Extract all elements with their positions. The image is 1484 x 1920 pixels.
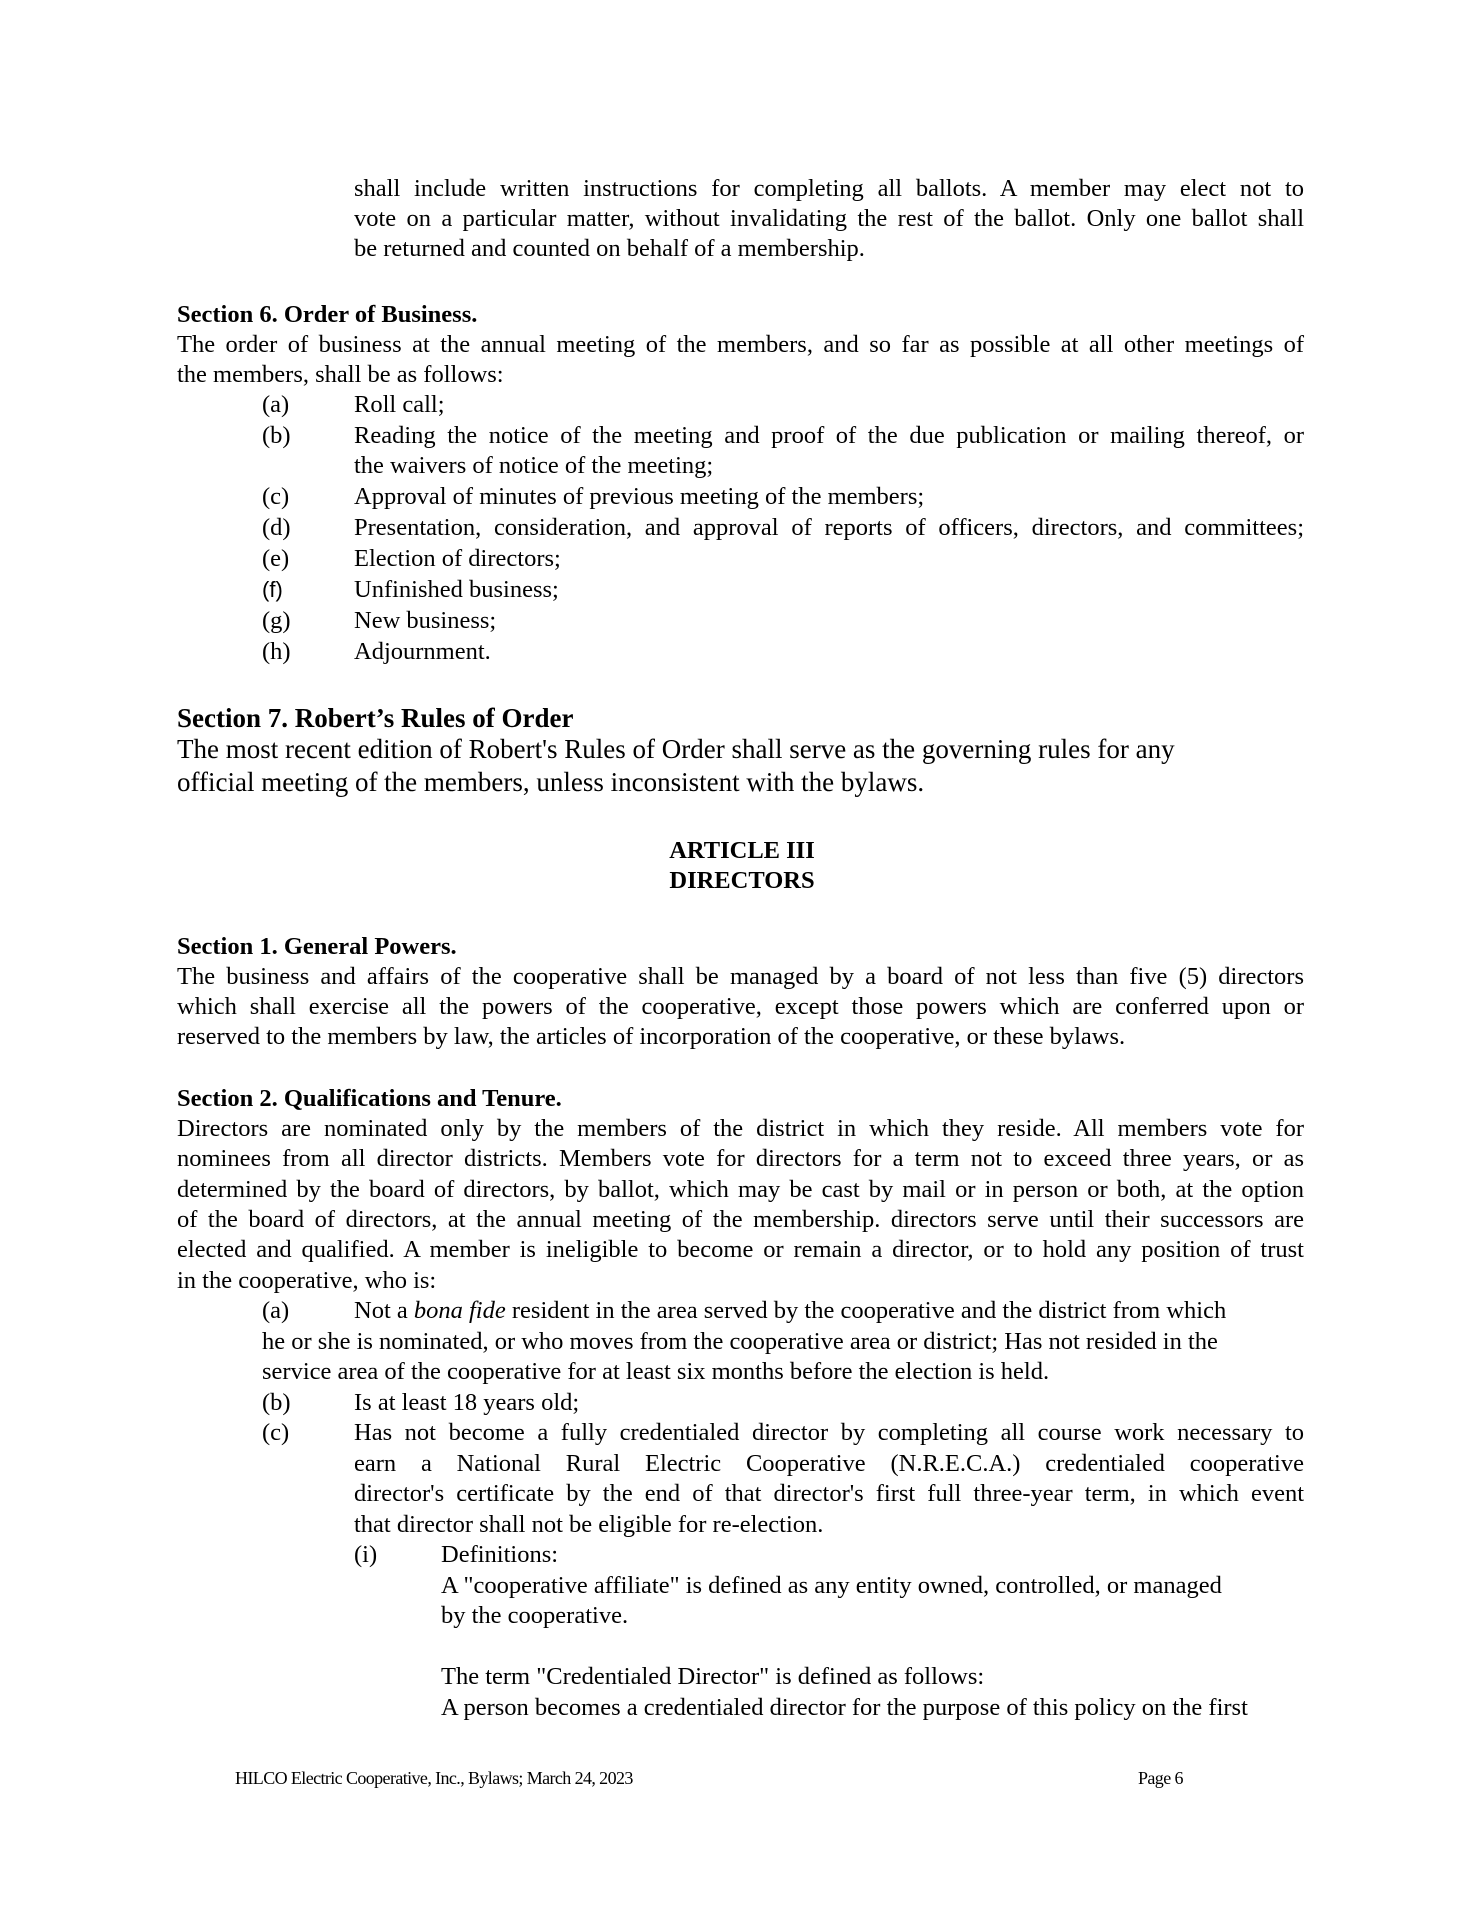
definition-text: A "cooperative affiliate" is defined as any entity owned, controlled, or managed (441, 1572, 1222, 1599)
art3-section-2-heading: Section 2. Qualifications and Tenure. (177, 1085, 562, 1112)
art3-section-1-text: The business and affairs of the cooperative shall be managed by a board of not less than five (5) directors (177, 963, 1304, 990)
qualification-item-c: that director shall not be eligible for re-election. (354, 1511, 824, 1538)
art3-section-2-text: Directors are nominated only by the members of the district in which they reside. All members vote for (177, 1115, 1304, 1142)
list-label: (d) (262, 514, 291, 541)
section-7-text: official meeting of the members, unless inconsistent with the bylaws. (177, 767, 925, 797)
continuation-line: vote on a particular matter, without invalidating the rest of the ballot. Only one ballot shall (354, 205, 1304, 232)
list-item: Roll call; (354, 391, 445, 418)
art3-section-2-text: in the cooperative, who is: (177, 1267, 437, 1294)
list-label: (f) (262, 577, 283, 602)
section-6-intro: The order of business at the annual meeting of the members, and so far as possible at all other meetings of (177, 331, 1304, 358)
definition-text: The term "Credentialed Director" is defined as follows: (441, 1663, 985, 1690)
list-label: (b) (262, 422, 291, 449)
qualification-item-c: Has not become a fully credentialed director by completing all course work necessary to (354, 1419, 1304, 1446)
list-item: Adjournment. (354, 638, 491, 665)
list-item: New business; (354, 607, 497, 634)
list-label: (a) (262, 391, 290, 418)
list-label: (i) (354, 1541, 378, 1568)
list-label: (g) (262, 607, 291, 634)
list-label: (a) (262, 1297, 290, 1324)
list-item: Election of directors; (354, 545, 561, 572)
list-label: (b) (262, 1389, 291, 1416)
qualification-item-a-cont: he or she is nominated, or who moves from the cooperative area or district; Has not resided in the (262, 1328, 1218, 1355)
article-title: DIRECTORS (669, 867, 815, 894)
bona-fide-italic: bona fide (413, 1297, 506, 1324)
art3-section-2-text: of the board of directors, at the annual meeting of the membership. directors serve until their successors are (177, 1206, 1304, 1233)
list-item: Unfinished business; (354, 576, 559, 603)
list-item: the waivers of notice of the meeting; (354, 452, 714, 479)
section-6-intro: the members, shall be as follows: (177, 361, 504, 388)
qualification-item-c: earn a National Rural Electric Cooperative (N.R.E.C.A.) credentialed cooperative (354, 1450, 1304, 1477)
art3-section-1-text: which shall exercise all the powers of the cooperative, except those powers which are conferred upon or (177, 993, 1304, 1020)
list-label: (c) (262, 1419, 290, 1446)
section-7-text: The most recent edition of Robert's Rules of Order shall serve as the governing rules for any (177, 734, 1175, 764)
art3-section-1-text: reserved to the members by law, the articles of incorporation of the cooperative, or these bylaws. (177, 1023, 1126, 1050)
qualification-item-a-cont: service area of the cooperative for at least six months before the election is held. (262, 1358, 1050, 1385)
list-label: (h) (262, 638, 291, 665)
qualification-item-c: director's certificate by the end of that director's first full three-year term, in which event (354, 1480, 1304, 1507)
art3-section-2-text: elected and qualified. A member is ineligible to become or remain a director, or to hold any position of trust (177, 1236, 1304, 1263)
footer-page-number: Page 6 (1138, 1768, 1183, 1788)
continuation-line: be returned and counted on behalf of a membership. (354, 235, 865, 262)
footer-document-title: HILCO Electric Cooperative, Inc., Bylaws; March 24, 2023 (235, 1768, 633, 1788)
list-item: Presentation, consideration, and approval of reports of officers, directors, and committees; (354, 514, 1304, 541)
article-number: ARTICLE III (669, 837, 815, 864)
definitions-title: Definitions: (441, 1541, 559, 1568)
section-7-heading: Section 7. Robert’s Rules of Order (177, 703, 574, 733)
list-label: (c) (262, 483, 290, 510)
definition-text: A person becomes a credentialed director for the purpose of this policy on the first (441, 1694, 1248, 1721)
qualification-item-b: Is at least 18 years old; (354, 1389, 580, 1416)
list-item: Approval of minutes of previous meeting of the members; (354, 483, 925, 510)
list-label: (e) (262, 545, 290, 572)
continuation-line: shall include written instructions for completing all ballots. A member may elect not to (354, 175, 1304, 202)
list-item: Reading the notice of the meeting and proof of the due publication or mailing thereof, or (354, 422, 1304, 449)
art3-section-2-text: nominees from all director districts. Members vote for directors for a term not to exceed three years, or as (177, 1145, 1304, 1172)
art3-section-2-text: determined by the board of directors, by ballot, which may be cast by mail or in person or both, at the option (177, 1176, 1304, 1203)
qualification-item-a: Not a bona fide resident in the area served by the cooperative and the district from which (354, 1297, 1227, 1324)
art3-section-1-heading: Section 1. General Powers. (177, 933, 457, 960)
section-6-heading: Section 6. Order of Business. (177, 301, 478, 328)
definition-text: by the cooperative. (441, 1602, 629, 1629)
